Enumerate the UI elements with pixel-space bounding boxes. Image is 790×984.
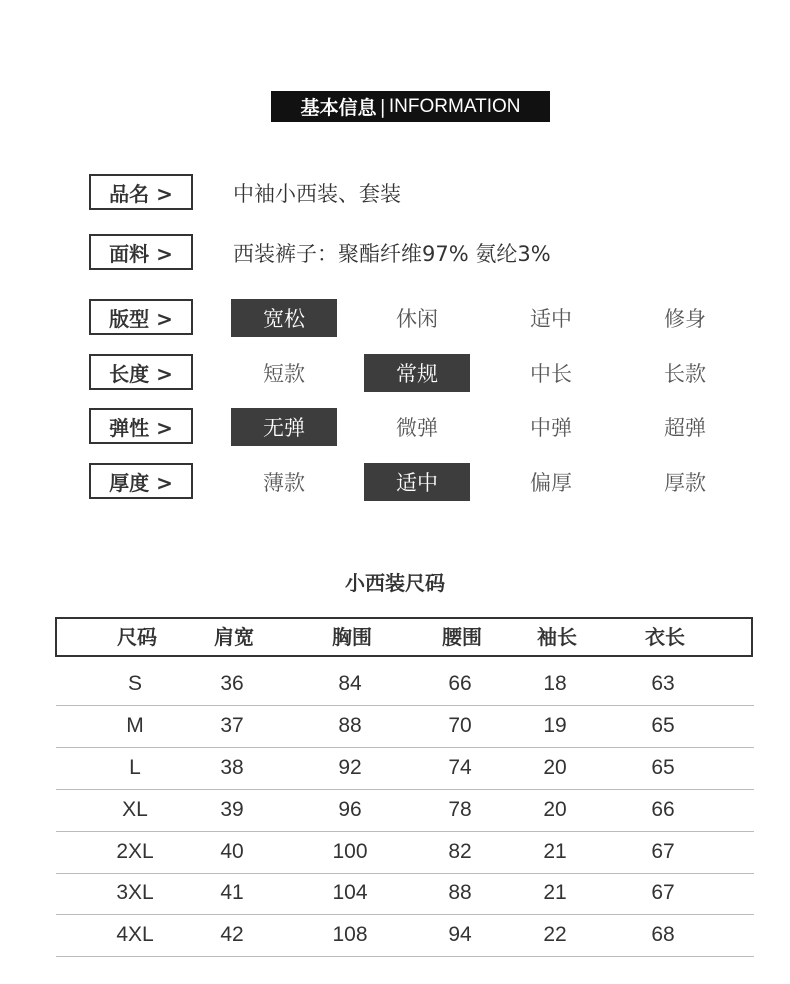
attribute-option: 微弹 <box>396 416 438 440</box>
attribute-option: 偏厚 <box>530 471 572 495</box>
size-table-cell: 67 <box>651 840 675 863</box>
fabric-label: 面料 > <box>89 234 193 270</box>
size-table-cell: 37 <box>220 714 244 737</box>
size-table-cell: 65 <box>651 756 675 779</box>
size-table-cell: 68 <box>651 923 675 946</box>
size-table-cell: 84 <box>338 672 362 695</box>
size-table-cell: 74 <box>448 756 472 779</box>
size-table-cell: 63 <box>651 672 675 695</box>
size-table-cell: 3XL <box>116 881 154 904</box>
attribute-option: 常规 <box>364 354 470 392</box>
size-table-cell: 40 <box>220 840 244 863</box>
size-table-column-header: 肩宽 <box>214 625 254 649</box>
size-table-cell: 100 <box>332 840 368 863</box>
size-table-cell: 38 <box>220 756 244 779</box>
size-table-cell: 70 <box>448 714 472 737</box>
size-table-cell: 36 <box>220 672 244 695</box>
size-table-cell: 20 <box>543 756 567 779</box>
size-table-row <box>56 831 754 874</box>
size-table-column-header: 腰围 <box>442 625 482 649</box>
size-table-column-header: 衣长 <box>645 625 685 649</box>
size-table-column-header: 尺码 <box>117 625 157 649</box>
attribute-option: 超弹 <box>664 416 706 440</box>
size-table-row <box>56 872 754 915</box>
attribute-option: 无弹 <box>231 408 337 446</box>
attribute-label: 弹性 > <box>89 408 193 444</box>
size-table-cell: 78 <box>448 798 472 821</box>
attribute-label: 长度 > <box>89 354 193 390</box>
size-table-cell: 19 <box>543 714 567 737</box>
attribute-option: 适中 <box>530 307 572 331</box>
size-table-cell: 42 <box>220 923 244 946</box>
size-table-row <box>56 747 754 790</box>
header-separator: | <box>379 95 386 118</box>
size-table-cell: 21 <box>543 840 567 863</box>
size-table-cell: M <box>126 714 144 737</box>
attribute-option: 修身 <box>664 307 706 331</box>
size-table-cell: 22 <box>543 923 567 946</box>
size-table-cell: 104 <box>332 881 368 904</box>
size-table-cell: 88 <box>338 714 362 737</box>
product-name-value: 中袖小西装、套装 <box>233 182 401 206</box>
header-title-en: INFORMATION <box>388 95 521 117</box>
size-table-cell: 92 <box>338 756 362 779</box>
attribute-option: 中长 <box>530 362 572 386</box>
size-table-cell: 39 <box>220 798 244 821</box>
fabric-value: 西装裤子：聚酯纤维97% 氨纶3% <box>233 242 551 266</box>
size-table-cell: 108 <box>332 923 368 946</box>
size-table-cell: 18 <box>543 672 567 695</box>
section-header <box>271 91 550 122</box>
size-table-cell: XL <box>122 798 148 821</box>
size-table-cell: 88 <box>448 881 472 904</box>
size-table-cell: 2XL <box>116 840 154 863</box>
size-table-cell: L <box>129 756 141 779</box>
size-table-cell: 96 <box>338 798 362 821</box>
size-table-cell: 67 <box>651 881 675 904</box>
attribute-label: 版型 > <box>89 299 193 335</box>
size-table-row <box>56 914 754 957</box>
attribute-option: 厚款 <box>664 471 706 495</box>
size-table-cell: 21 <box>543 881 567 904</box>
product-name-label: 品名 > <box>89 174 193 210</box>
attribute-option: 薄款 <box>263 471 305 495</box>
attribute-option: 短款 <box>263 362 305 386</box>
size-table-cell: 82 <box>448 840 472 863</box>
attribute-option: 长款 <box>664 362 706 386</box>
size-table-title: 小西装尺码 <box>345 571 445 595</box>
size-table-cell: 94 <box>448 923 472 946</box>
size-table-cell: 65 <box>651 714 675 737</box>
size-table-cell: 66 <box>651 798 675 821</box>
attribute-option: 适中 <box>364 463 470 501</box>
attribute-option: 宽松 <box>231 299 337 337</box>
size-table-row <box>56 705 754 748</box>
header-title-zh: 基本信息 <box>300 97 377 119</box>
size-table-row <box>56 663 754 706</box>
size-table-cell: 66 <box>448 672 472 695</box>
size-table-cell: 4XL <box>116 923 154 946</box>
size-table-row <box>56 789 754 832</box>
attribute-option: 休闲 <box>396 307 438 331</box>
attribute-option: 中弹 <box>530 416 572 440</box>
size-table-cell: 41 <box>220 881 244 904</box>
attribute-label: 厚度 > <box>89 463 193 499</box>
size-table-cell: S <box>127 672 143 695</box>
size-table-cell: 20 <box>543 798 567 821</box>
size-table-header <box>55 617 753 657</box>
size-table-column-header: 胸围 <box>332 625 372 649</box>
size-table-column-header: 袖长 <box>537 625 577 649</box>
